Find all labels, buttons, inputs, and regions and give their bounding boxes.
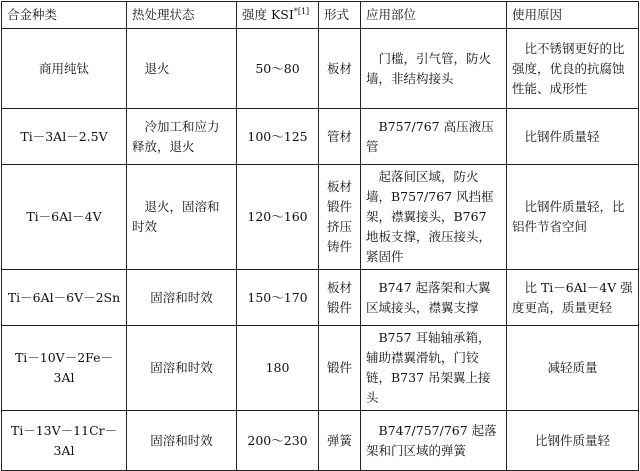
header-row — [2, 2, 639, 29]
cell-reason: 比钢件质量轻，比铝件节省空间 — [507, 165, 639, 270]
header-alloy: 合金种类 — [2, 2, 127, 29]
cell-strength: 200～230 — [237, 411, 319, 471]
table-row — [2, 326, 639, 411]
header-strength-footnote: *[1] — [293, 6, 310, 16]
header-strength-label: 强度 KSI — [242, 7, 294, 22]
cell-form: 板材 — [319, 29, 361, 109]
table-row — [2, 109, 639, 165]
cell-alloy: Ti－6Al－4V — [2, 165, 127, 270]
header-reason: 使用原因 — [507, 2, 639, 29]
cell-heat-treatment: 退火 — [127, 29, 237, 109]
cell-application: 门槛，引气管，防火墙，非结构接头 — [361, 29, 507, 109]
cell-heat-treatment: 冷加工和应力释放，退火 — [127, 109, 237, 165]
cell-form: 弹簧 — [319, 411, 361, 471]
cell-reason: 比钢件质量轻 — [507, 109, 639, 165]
cell-reason: 比 Ti－6Al－4V 强度更高，质量更轻 — [507, 270, 639, 326]
table-row — [2, 29, 639, 109]
header-heat-treatment: 热处理状态 — [127, 2, 237, 29]
cell-application: B747/757/767 起落架和门区域的弹簧 — [361, 411, 507, 471]
cell-alloy: 商用纯钛 — [2, 29, 127, 109]
header-application: 应用部位 — [361, 2, 507, 29]
cell-heat-treatment: 退火，固溶和时效 — [127, 165, 237, 270]
cell-alloy: Ti－13V－11Cr－3Al — [2, 411, 127, 471]
cell-reason: 减轻质量 — [507, 326, 639, 411]
cell-alloy: Ti－6Al－6V－2Sn — [2, 270, 127, 326]
cell-strength: 50～80 — [237, 29, 319, 109]
titanium-alloy-table — [1, 1, 639, 471]
cell-application: 起落间区域，防火墙，B757/767 风挡框架，襟翼接头，B767 地板支撑，液压接头，紧固件 — [361, 165, 507, 270]
cell-form: 锻件 — [319, 326, 361, 411]
cell-strength: 150～170 — [237, 270, 319, 326]
cell-strength: 100～125 — [237, 109, 319, 165]
header-form: 形式 — [319, 2, 361, 29]
cell-form: 管材 — [319, 109, 361, 165]
cell-strength: 180 — [237, 326, 319, 411]
cell-heat-treatment: 固溶和时效 — [127, 326, 237, 411]
cell-application: B757 耳轴轴承箱，辅助襟翼滑轨，门铰链，B737 吊架翼上接头 — [361, 326, 507, 411]
cell-form: 板材锻件挤压铸件 — [319, 165, 361, 270]
cell-reason: 比钢件质量轻 — [507, 411, 639, 471]
cell-application: B757/767 高压液压管 — [361, 109, 507, 165]
cell-alloy: Ti－3Al－2.5V — [2, 109, 127, 165]
table-row — [2, 270, 639, 326]
cell-heat-treatment: 固溶和时效 — [127, 270, 237, 326]
cell-reason: 比不锈钢更好的比强度，优良的抗腐蚀性能、成形性 — [507, 29, 639, 109]
cell-application: B747 起落架和大翼区域接头，襟翼支撑 — [361, 270, 507, 326]
table-row — [2, 165, 639, 270]
cell-heat-treatment: 固溶和时效 — [127, 411, 237, 471]
cell-alloy: Ti－10V－2Fe－3Al — [2, 326, 127, 411]
header-strength — [237, 2, 319, 29]
table-row — [2, 411, 639, 471]
cell-strength: 120～160 — [237, 165, 319, 270]
cell-form: 板材锻件 — [319, 270, 361, 326]
